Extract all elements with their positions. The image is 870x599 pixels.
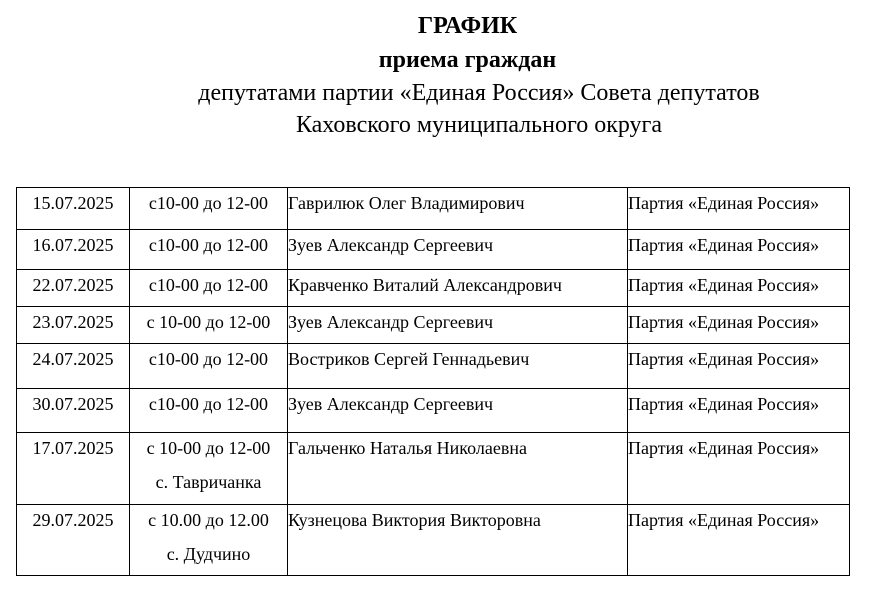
table-row [17, 188, 850, 230]
time-cell: с10-00 до 12-00 [130, 230, 288, 270]
table-row [17, 389, 850, 433]
deputy-name-cell: Зуев Александр Сергеевич [288, 230, 628, 270]
time-text: с 10.00 до 12.00 [148, 510, 269, 530]
table-row [17, 344, 850, 389]
time-cell: с10-00 до 12-00 [130, 344, 288, 389]
deputy-name-cell: Кравченко Виталий Александрович [288, 270, 628, 307]
time-cell: с10-00 до 12-00 [130, 389, 288, 433]
deputy-name-cell: Гаврилюк Олег Владимирович [288, 188, 628, 230]
deputy-name-cell: Гальченко Наталья Николаевна [288, 433, 628, 505]
party-cell: Партия «Единая Россия» [628, 344, 850, 389]
document-line-district: Каховского муниципального округа [295, 112, 663, 138]
date-cell: 16.07.2025 [17, 230, 130, 270]
time-cell: с 10-00 до 12-00 [130, 307, 288, 344]
document-title: ГРАФИК [417, 13, 518, 39]
date-cell: 29.07.2025 [17, 505, 130, 576]
party-cell: Партия «Единая Россия» [628, 230, 850, 270]
time-place-cell [130, 505, 288, 576]
date-cell: 24.07.2025 [17, 344, 130, 389]
village-text: с. Тавричанка [155, 472, 262, 492]
table-row [17, 270, 850, 307]
schedule-table [16, 187, 850, 576]
time-cell: с10-00 до 12-00 [130, 188, 288, 230]
deputy-name-cell: Востриков Сергей Геннадьевич [288, 344, 628, 389]
date-cell: 30.07.2025 [17, 389, 130, 433]
date-cell: 15.07.2025 [17, 188, 130, 230]
deputy-name-cell: Зуев Александр Сергеевич [288, 307, 628, 344]
table-row [17, 307, 850, 344]
village-text: с. Дудчино [166, 544, 251, 564]
date-cell: 23.07.2025 [17, 307, 130, 344]
deputy-name-cell: Кузнецова Виктория Викторовна [288, 505, 628, 576]
time-text: с 10-00 до 12-00 [146, 438, 271, 458]
date-cell: 17.07.2025 [17, 433, 130, 505]
table-row [17, 230, 850, 270]
document-line-deputies: депутатами партии «Единая Россия» Совета депутатов [198, 80, 760, 106]
party-cell: Партия «Единая Россия» [628, 188, 850, 230]
party-cell: Партия «Единая Россия» [628, 270, 850, 307]
document-subtitle: приема граждан [378, 47, 557, 73]
party-cell: Партия «Единая Россия» [628, 505, 850, 576]
time-cell: с10-00 до 12-00 [130, 270, 288, 307]
party-cell: Партия «Единая Россия» [628, 307, 850, 344]
party-cell: Партия «Единая Россия» [628, 389, 850, 433]
table-row [17, 433, 850, 505]
time-place-cell [130, 433, 288, 505]
party-cell: Партия «Единая Россия» [628, 433, 850, 505]
date-cell: 22.07.2025 [17, 270, 130, 307]
deputy-name-cell: Зуев Александр Сергеевич [288, 389, 628, 433]
table-row [17, 505, 850, 576]
